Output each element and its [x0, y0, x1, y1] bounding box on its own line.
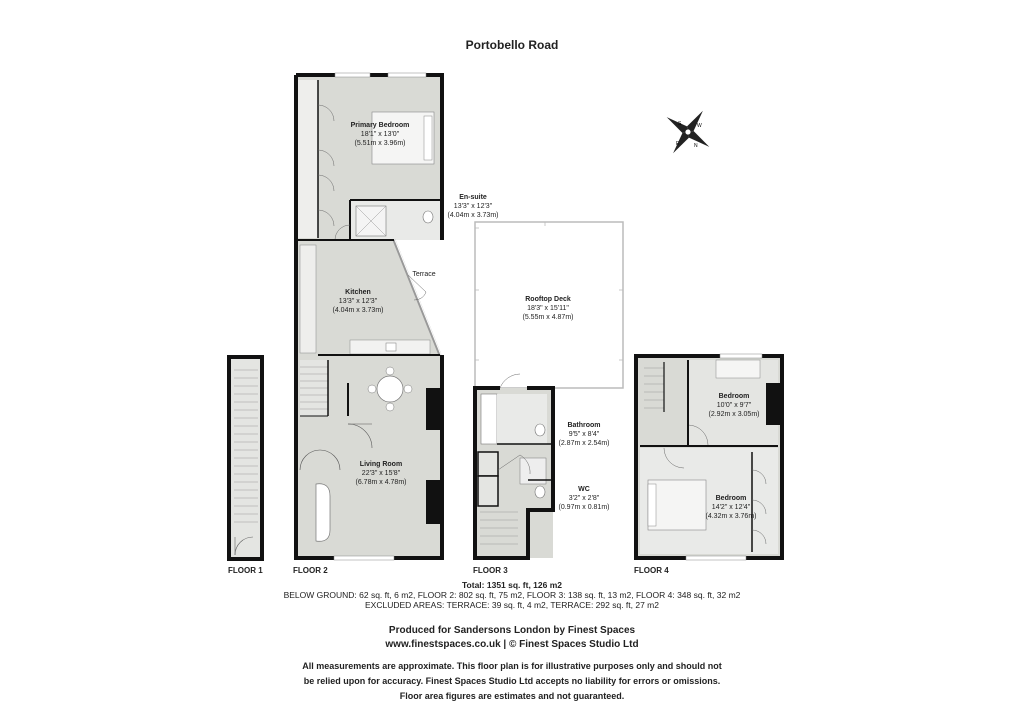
room-name: Primary Bedroom	[350, 122, 410, 129]
floor-4-plan	[636, 354, 782, 560]
floor-3-label: FLOOR 3	[473, 566, 508, 575]
ensuite-label	[448, 194, 499, 219]
floor-1-label: FLOOR 1	[228, 566, 263, 575]
room-dimensions-imperial: 22'3" x 15'8"	[361, 470, 401, 477]
room-dimensions-imperial: 13'3" x 12'3"	[453, 203, 493, 210]
room-name: Bedroom	[718, 393, 750, 400]
disclaimer-line-2: be relied upon for accuracy. Finest Spaces Studio Ltd accepts no liability for errors or omissions.	[303, 676, 721, 686]
room-name: Terrace	[412, 271, 436, 278]
room-dimensions-metric: (0.97m x 0.81m)	[558, 504, 610, 511]
room-name: Bedroom	[715, 495, 747, 502]
room-dimensions-imperial: 18'3" x 15'11"	[527, 305, 569, 312]
room-dimensions-metric: (5.55m x 4.87m)	[522, 314, 574, 321]
area-breakdown: BELOW GROUND: 62 sq. ft, 6 m2, FLOOR 2: 802 sq. ft, 75 m2, FLOOR 3: 138 sq. ft, 13 m2, FLOOR 4: 348 sq. ft, 32 m2	[283, 590, 741, 600]
room-dimensions-imperial: 18'1" x 13'0"	[360, 131, 400, 138]
excluded-areas: EXCLUDED AREAS: TERRACE: 39 sq. ft, 4 m2, TERRACE: 292 sq. ft, 27 m2	[365, 600, 659, 610]
room-dimensions-metric: (4.04m x 3.73m)	[332, 307, 384, 314]
website-copyright: www.finestspaces.co.uk | © Finest Spaces Studio Ltd	[385, 639, 639, 650]
room-dimensions-imperial: 3'2" x 2'8"	[568, 495, 600, 502]
floor-2-label: FLOOR 2	[293, 566, 328, 575]
floor-1-plan	[229, 357, 262, 559]
credits	[0, 624, 1024, 652]
compass-n-label: N	[694, 143, 698, 149]
living-room-label	[356, 461, 407, 486]
disclaimer-line-1: All measurements are approximate. This floor plan is for illustrative purposes only and should not	[302, 661, 722, 671]
room-dimensions-imperial: 9'5" x 8'4"	[568, 431, 600, 438]
disclaimer-line-3: Floor area figures are estimates and not guaranteed.	[399, 691, 625, 701]
wc-label	[559, 486, 610, 511]
room-dimensions-metric: (2.87m x 2.54m)	[558, 440, 610, 447]
room-name: Bathroom	[567, 422, 601, 429]
room-name: Living Room	[359, 461, 403, 468]
room-dimensions-metric: (5.51m x 3.96m)	[354, 140, 406, 147]
room-name: En-suite	[459, 194, 487, 201]
total-area: Total: 1351 sq. ft, 126 m2	[462, 580, 562, 590]
disclaimer	[0, 659, 1024, 704]
area-totals	[0, 580, 1024, 610]
compass-w-label: W	[697, 123, 702, 129]
floor-4-label: FLOOR 4	[634, 566, 669, 575]
produced-by: Produced for Sandersons London by Finest Spaces	[388, 625, 636, 636]
room-dimensions-imperial: 13'3" x 12'3"	[338, 298, 378, 305]
room-dimensions-metric: (4.32m x 3.76m)	[705, 513, 757, 520]
bathroom-label	[559, 422, 610, 447]
room-name: WC	[578, 486, 590, 493]
room-dimensions-imperial: 14'2" x 12'4"	[711, 504, 751, 511]
compass-e-label: E	[676, 141, 680, 147]
room-dimensions-metric: (4.04m x 3.73m)	[447, 212, 499, 219]
plan-title: Portobello Road	[465, 38, 559, 52]
terrace-label	[412, 271, 435, 278]
room-name: Kitchen	[345, 289, 371, 296]
room-dimensions-metric: (6.78m x 4.78m)	[355, 479, 407, 486]
floor-3-plan	[475, 374, 553, 558]
room-dimensions-metric: (2.92m x 3.05m)	[708, 411, 760, 418]
compass-rose-icon	[652, 96, 724, 168]
room-dimensions-imperial: 10'0" x 9'7"	[716, 402, 752, 409]
rooftop-deck-label	[523, 296, 574, 321]
compass-s-label: S	[678, 121, 682, 127]
room-name: Rooftop Deck	[525, 296, 571, 303]
